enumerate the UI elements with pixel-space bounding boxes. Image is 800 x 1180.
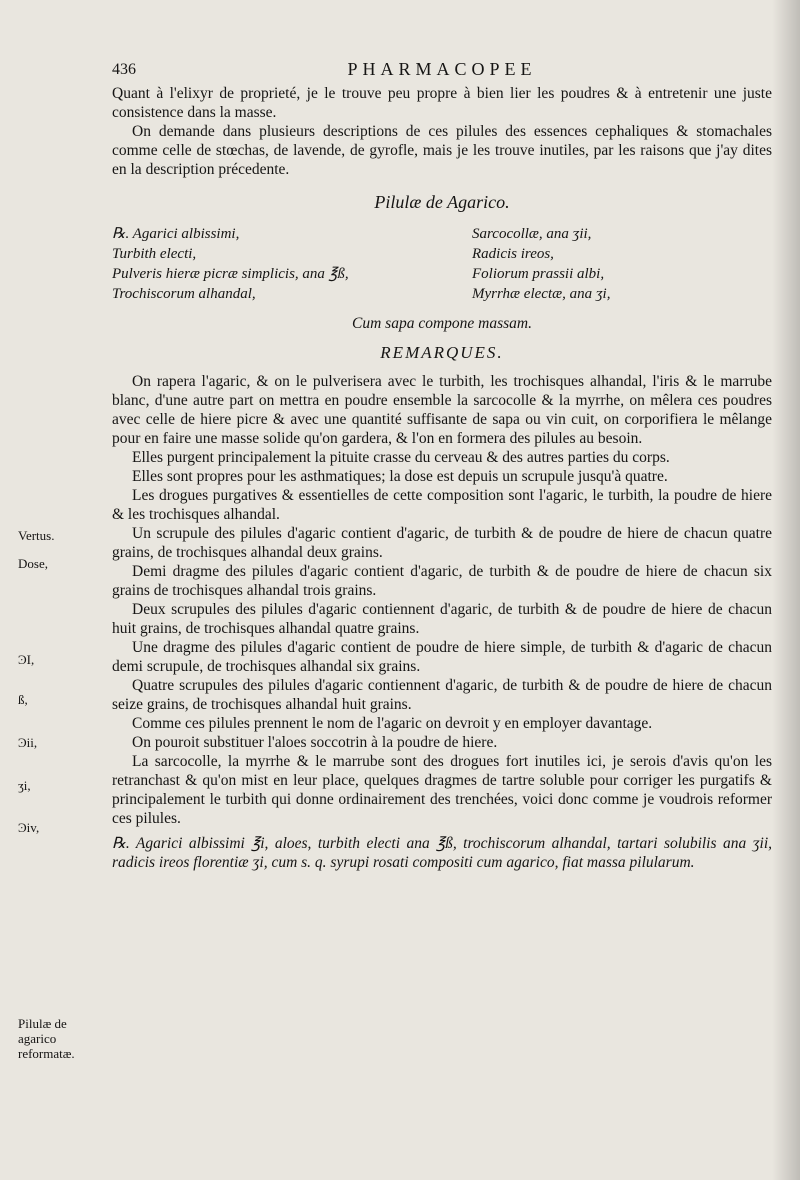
recipe-item: Pulveris hieræ picræ simplicis, ana ℥ß, (112, 266, 349, 282)
cum-sapa-line: Cum sapa compone massam. (352, 315, 532, 332)
margin-note-scruple-2: Ͽii, (18, 735, 38, 750)
paragraph: On rapera l'agaric, & on le pulverisera avec le turbith, les trochisques alhandal, l'iris & le marrube blanc, d'une autre part on mettra en poudre ensemble la sarcocolle & la myrrhe, on mêlera ces poudres avec celle de hiere picre & avec une quantité suffisante de sapa ou vin cuit, on corporifiera le mêlange pour en faire une masse solide qu'on gardera, & l'on en formera des pilules au besoin. (112, 373, 772, 447)
recipe-item: Radicis ireos, (472, 246, 554, 262)
recipe-item: ℞. Agarici albissimi, (112, 226, 240, 242)
paragraph: On pouroit substituer l'aloes soccotrin à la poudre de hiere. (132, 734, 498, 751)
recipe-item: Sarcocollæ, ana ʒii, (472, 226, 592, 242)
page-header (112, 60, 772, 82)
paragraph: La sarcocolle, la myrrhe & le marrube sont des drogues fort inutiles ici, je serois d'avis qu'on les retranchast & qu'on mist en leur place, quelques dragmes de tartre soluble pour corriger les purgatifs & principalement le turbith qui donne ordinairement des trenchées, voici donc comme je voudrois reformer ces pilules. (112, 753, 772, 827)
page-number: 436 (112, 61, 136, 78)
margin-note-vertus: Vertus. (18, 528, 55, 543)
margin-note-dose: Dose, (18, 556, 48, 571)
remarques-title: REMARQUES. (380, 343, 504, 362)
paragraph: Les drogues purgatives & essentielles de cette composition sont l'agaric, le turbith, la poudre de hiere & les trochisques alhandal. (112, 487, 772, 523)
paragraph: Quatre scrupules des pilules d'agaric contiennent d'agaric, de turbith & de poudre de hiere de chacun seize grains, de trochisques alhandal huit grains. (112, 677, 772, 713)
margin-note-reformed: Pilulæ de agarico reformatæ. (18, 1016, 75, 1061)
margin-note-scruple-1: ϿI, (18, 652, 35, 667)
intro-paragraph-2: On demande dans plusieurs descriptions de ces pilules des essences cephaliques & stomachales comme celle de stœchas, de lavende, de gyrofle, mais je les trouve inutiles, par les raisons que j'ay dites en la description précedente. (112, 123, 772, 178)
main-text (112, 84, 772, 888)
paragraph: Une dragme des pilules d'agaric contient de poudre de hiere simple, de turbith & d'agaric de chacun demi scrupule, de trochisques alhandal six grains. (112, 639, 772, 675)
recipe-item: Turbith electi, (112, 246, 197, 262)
intro-paragraph-1: Quant à l'elixyr de proprieté, je le trouve peu propre à bien lier les poudres & à entretenir une juste consistence dans la masse. (112, 85, 772, 121)
recipe-item: Myrrhæ electæ, ana ʒi, (472, 286, 611, 302)
reformed-recipe: ℞. Agarici albissimi ℥i, aloes, turbith electi ana ℥ß, trochiscorum alhandal, tartari solubilis ana ʒii, radicis ireos florentiæ ʒi, cum s. q. syrupi rosati compositi cum agarico, fiat massa pilularum. (112, 835, 772, 871)
running-head: PHARMACOPEE (347, 59, 537, 79)
recipe-item: Trochiscorum alhandal, (112, 286, 256, 302)
recipe-item: Foliorum prassii albi, (472, 266, 605, 282)
paragraph: Demi dragme des pilules d'agaric contient d'agaric, de turbith & de poudre de hiere de chacun six grains de trochisques alhandal trois grains. (112, 563, 772, 599)
margin-note-drachm: ʒi, (18, 778, 31, 793)
margin-note-half-drachm: ß, (18, 692, 28, 707)
section-title: Pilulæ de Agarico. (374, 192, 510, 212)
paragraph: Deux scrupules des pilules d'agaric contiennent d'agaric, de turbith & de poudre de hiere de chacun huit grains, de trochisques alhandal quatre grains. (112, 601, 772, 637)
paragraph: Un scrupule des pilules d'agaric contient d'agaric, de turbith & de poudre de hiere de chacun quatre grains, de trochisques alhandal deux grains. (112, 525, 772, 561)
paragraph: Elles purgent principalement la pituite crasse du cerveau & des autres parties du corps. (132, 449, 670, 466)
margin-note-scruple-4: Ͽiv, (18, 820, 40, 835)
recipe-list (112, 224, 772, 304)
paragraph: Comme ces pilules prennent le nom de l'agaric on devroit y en employer davantage. (132, 715, 653, 732)
paragraph: Elles sont propres pour les asthmatiques; la dose est depuis un scrupule jusqu'à quatre. (132, 468, 668, 485)
